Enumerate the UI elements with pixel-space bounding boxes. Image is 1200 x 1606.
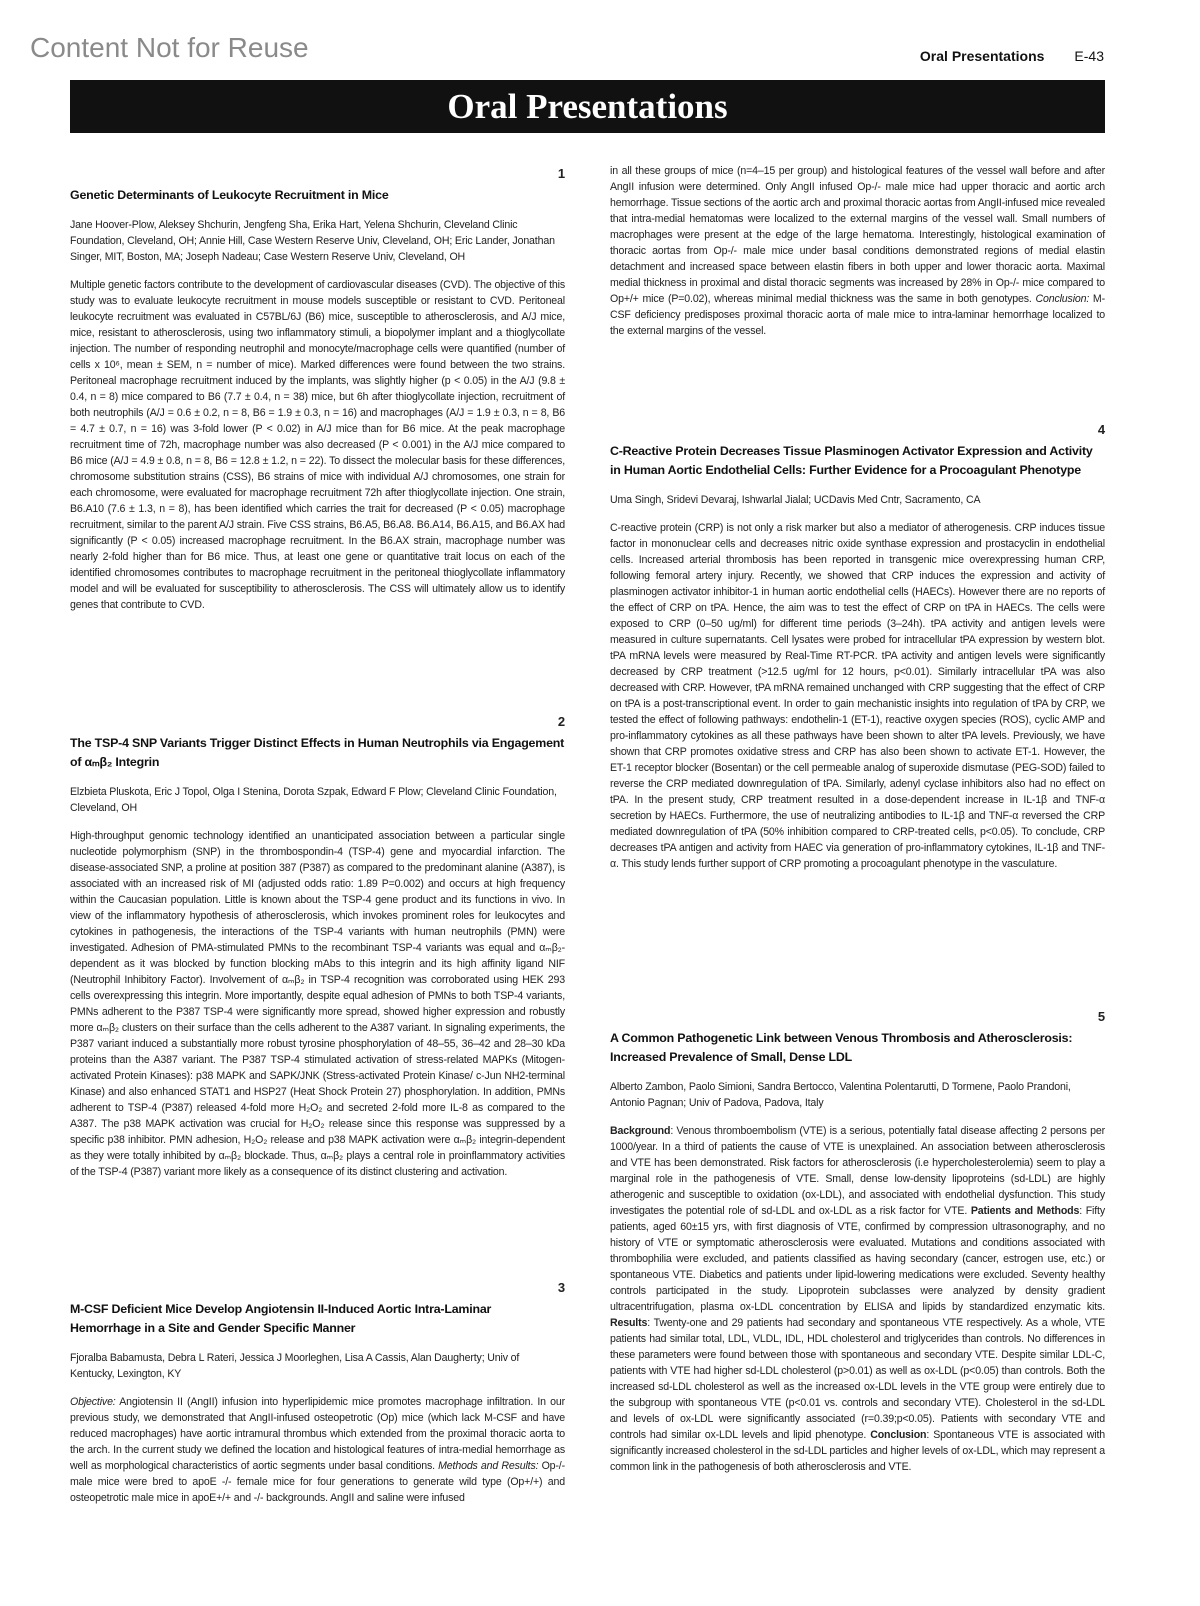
- label-objective: Objective:: [70, 1396, 116, 1408]
- body-text: : Spontaneous VTE is associated with significantly increased cholesterol in the sd-LDL particles and higher levels of ox-LDL, which may represent a common link in the pathogenesis of both atherosclerosis and VTE.: [610, 1429, 1105, 1473]
- abstract-body: C-reactive protein (CRP) is not only a risk marker but also a mediator of atherogenesis. CRP induces tissue factor in mononuclear cells and decreases nitric oxide synthase expression and prostacyclin in endothelial cells. Increased arterial thrombosis has been reported in transgenic mice overexpressing human CRP, following femoral artery injury. Recently, we showed that CRP induces the expression and activity of plasminogen activator inhibitor-1 in human aortic endothelial cells (HAECs). However there are no reports of the effect of CRP on tPA. Hence, the aim was to test the effect of CRP on tPA in HAECs. The cells were exposed to CRP (0–50 ug/ml) for different time periods (3–24h). tPA activity and antigen levels were measured in culture supernatants. Cell lysates were probed for intracellular tPA expression by western blot. tPA mRNA levels were measured by Real-Time RT-PCR. tPA activity and antigen levels were significantly decreased by CRP treatment (>12.5 ug/ml for 12 hours, p<0.01). Similarly intracellular tPA was also decreased with CRP. However, tPA mRNA remained unchanged with CRP suggesting that the effect of CRP on tPA is a post-transcriptional event. In order to gain mechanistic insights into regulation of tPA by CRP, we tested the effect of following pathways: endothelin-1 (ET-1), reactive oxygen species (ROS), cyclic AMP and pro-inflammatory cytokines as all these pathways have been shown to alter tPA levels. Previously, we have shown that CRP promotes oxidative stress and CRP has also been shown to activate ET-1. However, the ET-1 receptor blocker (Bosentan) or the cell permeable analog of superoxide dismutase (PEG-SOD) failed to reverse the CRP mediated downregulation of tPA. Similarly, adenyl cyclase inhibitors also had no effect on tPA. In the present study, CRP treatment resulted in a dose-dependent increase in IL-1β and TNF-α secretion by HAECs. Furthermore, the use of neutralizing antibodies to IL-1β and TNF-α reversed the CRP mediated downregulation of tPA (50% inhibition compared to CRP-treated cells, p<0.05). To conclude, CRP decreases tPA antigen and activity from HAEC via generation of pro-inflammatory cytokines, IL-1β and TNF-α. This study lends further support of CRP promoting a procoagulant phenotype in the vasculature.: [610, 522, 1106, 870]
- abstract-3: [70, 1280, 565, 1506]
- abstract-title: Genetic Determinants of Leukocyte Recruitment in Mice: [70, 188, 389, 202]
- abstract-number: 2: [557, 714, 565, 729]
- body-text: : Twenty-one and 29 patients had secondary and spontaneous VTE respectively. As a whole, VTE patients had similar total, LDL, VLDL, IDL, HDL cholesterol and triglycerides than controls. No differences in these parameters were found between those with spontaneous and secondary VTE. Despite similar LDL-C, patients with VTE had higher sd-LDL cholesterol (p>0.01) as well as ox-LDL (p<0.05) than controls. Both the increased sd-LDL cholesterol as well as the increased ox-LDL levels in the VTE group were entirely due to the subgroup with spontaneous VTE (p<0.01 vs. controls and secondary VTE). Cholesterol in the sd-LDL and levels of ox-LDL were significantly associated (r=0.39;p<0.05). Patients with secondary VTE and controls had similar ox-LDL levels and lipid phenotype.: [610, 1317, 1105, 1441]
- watermark: Content Not for Reuse: [30, 32, 309, 63]
- abstract-authors: Fjoralba Babamusta, Debra L Rateri, Jessica J Moorleghen, Lisa A Cassis, Alan Daugherty; Univ of Kentucky, Lexington, KY: [70, 1352, 520, 1380]
- abstract-number: 5: [1097, 1009, 1105, 1024]
- body-text: Angiotensin II (AngII) infusion into hyperlipidemic mice promotes macrophage infiltration. In our previous study, we demonstrated that AngII-infused osteopetrotic (Op) mice (which lack M-CSF and have reduced macrophages) have aortic intramural thrombus which extended from the proximal thoracic aorta to the arch. In the current study we defined the location and histological features of intra-medial hemorrhage as well as morphological characteristics of aortic segments under basal conditions.: [70, 1396, 565, 1472]
- label-background: Background: [610, 1125, 671, 1137]
- label-patients-methods: Patients and Methods: [970, 1205, 1080, 1217]
- abstract-title: M-CSF Deficient Mice Develop Angiotensin II-Induced Aortic Intra-Laminar Hemorrhage in a Site and Gender Specific Manner: [70, 1302, 492, 1335]
- abstract-title: A Common Pathogenetic Link between Venous Thrombosis and Atherosclerosis: Increased Prevalence of Small, Dense LDL: [610, 1031, 1073, 1064]
- abstract-number: 3: [557, 1280, 565, 1295]
- abstract-5: [610, 1009, 1105, 1475]
- label-conclusion: Conclusion: [870, 1429, 927, 1441]
- running-head-section: Oral Presentations: [919, 48, 1045, 64]
- body-text: : Venous thromboembolism (VTE) is a serious, potentially fatal disease affecting 2 persons per 1000/year. In a third of patients the cause of VTE is unexplained. An association between atherosclerosis and VTE has been demonstrated. Risk factors for atherosclerosis (i.e hypercholesterolemia) seem to play a marginal role in the pathogenesis of VTE. Small, dense low-density lipoproteins (sd-LDL) are highly atherogenic and susceptible to oxidation (ox-LDL), and associated with endothelial dysfunction. This study investigates the potential role of sd-LDL and ox-LDL as a risk factor for VTE.: [610, 1125, 1105, 1217]
- body-text: M-CSF deficiency predisposes proximal thoracic aorta of male mice to intra-laminar hemorrhage localized to the external margins of the vessel.: [610, 293, 1105, 337]
- body-text: Op-/- male mice were bred to apoE -/- female mice for four generations to generate wild type (Op+/+) and osteopetrotic male mice in apoE+/+ and -/- backgrounds. AngII and saline were infused: [70, 1460, 565, 1504]
- abstract-body: [610, 1123, 1105, 1475]
- running-head: [920, 48, 1104, 64]
- abstract-3-continued: [610, 163, 1105, 339]
- abstract-body: [70, 1394, 565, 1506]
- label-methods-results: Methods and Results:: [438, 1460, 539, 1472]
- page-number: E-43: [1074, 48, 1104, 64]
- abstract-authors: Jane Hoover-Plow, Aleksey Shchurin, Jengfeng Sha, Erika Hart, Yelena Shchurin, Cleveland Clinic Foundation, Cleveland, OH; Annie Hill, Case Western Reserve Univ, Cleveland, OH; Eric Lander, Jonathan Singer, MIT, Boston, MA; Joseph Nadeau; Case Western Reserve Univ, Cleveland, OH: [70, 219, 555, 263]
- abstract-body: High-throughput genomic technology identified an unanticipated association between a particular single nucleotide polymorphism (SNP) in the thrombospondin-4 (TSP-4) gene and myocardial infarction. The disease-associated SNP, a proline at position 387 (P387) as compared to the predominant alanine (A387), is associated with an increased risk of MI (adjusted odds ratio: 1.89 P=0.002) and occurs at high frequency within the Caucasian population. Little is known about the TSP-4 gene product and its functions in vivo. In view of the inflammatory hypothesis of atherosclerosis, which invokes prominent roles for leukocytes and cytokines in pathogenesis, the interactions of the TSP-4 variants with human neutrophils (PMN) were investigated. Adhesion of PMA-stimulated PMNs to the recombinant TSP-4 variants was equal and αₘβ₂-dependent as it was blocked by function blocking mAbs to this integrin and its high affinity ligand NIF (Neutrophil Inhibitory Factor). Involvement of αₘβ₂ in TSP-4 recognition was corroborated using HEK 293 cells overexpressing this integrin. More importantly, despite equal adhesion of PMNs to both TSP-4 variants, PMNs adherent to the P387 TSP-4 were significantly more spread, showed higher expression and robustly more αₘβ₂ clusters on their surface than the cells adherent to the A387 variant. In signaling experiments, the P387 variant induced a substantially more robust tyrosine phosphorylation of 48–55, 36–42 and 28–30 kDa proteins than the A387 variant. The P387 TSP-4 stimulated activation of stress-related MAPKs (Mitogen-activated Protein Kinases): p38 MAPK and SAPK/JNK (Stress-activated Protein Kinase/ c-Jun NH2-terminal Kinase) and also enhanced STAT1 and HSP27 (Heat Shock Protein 27) phosphorylation. In addition, PMNs adherent to TSP-4 (P387) released 4-fold more H₂O₂ and secreted 2-fold more IL-8 as compared to the A387. The p38 MAPK activation was crucial for H₂O₂ release since this response was suppressed by a specific p38 inhibitor. PMN adhesion, H₂O₂ release and p38 MAPK activation were αₘβ₂ integrin-dependent as they were totally inhibited by αₘβ₂ blockade. Thus, αₘβ₂ plays a central role in proinflammatory activities of the TSP-4 (P387) variant more likely as a consequence of its distinct clustering and activation.: [70, 830, 565, 1178]
- abstract-body: Multiple genetic factors contribute to the development of cardiovascular diseases (CVD). The objective of this study was to evaluate leukocyte recruitment in mouse models susceptible or resistant to CVD. Peritoneal leukocyte recruitment was evaluated in C57BL/6J (B6) mice, susceptible to atherosclerosis, and A/J mice, mice, resistant to atherosclerosis, using two inflammatory stimuli, a biopolymer implant and a thioglycollate injection. The number of responding neutrophil and monocyte/macrophage cells were quantified (number of cells x 10⁶, mean ± SEM, n = number of mice). Marked differences were found between the two strains. Peritoneal macrophage recruitment induced by the implants, was slightly higher (p < 0.05) in the A/J (9.8 ± 0.4, n = 8) mice compared to B6 (7.7 ± 0.4, n = 38) mice, but 6h after thioglycollate injection, recruitment of both neutrophils (A/J = 0.6 ± 0.2, n = 8, B6 = 1.9 ± 0.3, n = 16) and macrophages (A/J = 1.9 ± 0.3, n = 8, B6 = 4.7 ± 0.7, n = 16) was 3-fold lower (P < 0.02) in A/J mice than for B6 mice. At the peak macrophage recruitment time of 72h, macrophage number was also decreased (P < 0.001) in the A/J mice compared to B6 mice (A/J = 4.9 ± 0.8, n = 8, B6 = 12.8 ± 1.2, n = 22). To dissect the molecular basis for these differences, chromosome substitution strains (CSS), B6 strains of mice with individual A/J chromosomes, one strain for each chromosome, were evaluated for macrophage recruitment 72h after thioglycollate injection. One strain, B6.A10 (7.6 ± 1.3, n = 8), has been identified which carries the trait for decreased (P < 0.05) macrophage recruitment, similar to the parent A/J strain. Five CSS strains, B6.A5, B6.A8. B6.A14, B6.A15, and B6.AX had significantly (P < 0.05) increased macrophage recruitment. In the B6.AX strain, macrophage number was nearly 2-fold higher than for B6 mice. Thus, at least one gene or quantitative trait locus on each of the identified chromosomes contributes to macrophage recruitment in the peritoneal thioglycollate inflammatory model and will be evaluated for susceptibility to atherosclerosis. The CSS will ultimately allow us to identify genes that contribute to CVD.: [70, 279, 565, 611]
- abstract-authors: Elzbieta Pluskota, Eric J Topol, Olga I Stenina, Dorota Szpak, Edward F Plow; Cleveland Clinic Foundation, Cleveland, OH: [70, 786, 557, 814]
- abstract-number: 1: [557, 166, 565, 181]
- abstract-authors: Uma Singh, Sridevi Devaraj, Ishwarlal Jialal; UCDavis Med Cntr, Sacramento, CA: [610, 494, 981, 506]
- label-conclusion: Conclusion:: [1035, 293, 1090, 305]
- abstract-4: [610, 422, 1105, 872]
- abstract-2: [70, 714, 565, 1180]
- section-banner: Oral Presentations: [70, 80, 1105, 133]
- abstract-title: C-Reactive Protein Decreases Tissue Plasminogen Activator Expression and Activity in Human Aortic Endothelial Cells: Further Evidence for a Procoagulant Phenotype: [610, 444, 1093, 477]
- body-text: : Fifty patients, aged 60±15 yrs, with first diagnosis of VTE, confirmed by compression ultrasonography, and no history of VTE or symptomatic atherosclerosis were evaluated. Mutations and conditions associated with thrombophilia were excluded, and patients classified as having secondary (cancer, estrogen use, etc.) or spontaneous VTE. Diabetics and patients under lipid-lowering medications were excluded. Seventy healthy controls participated in the study. Lipoprotein subclasses were analyzed by density gradient ultracentrifugation, plasma ox-LDL concentration by ELISA and lipids by standardized enzymatic kits.: [610, 1205, 1105, 1313]
- abstract-authors: Alberto Zambon, Paolo Simioni, Sandra Bertocco, Valentina Polentarutti, D Tormene, Paolo Prandoni, Antonio Pagnan; Univ of Padova, Padova, Italy: [610, 1081, 1071, 1109]
- abstract-number: 4: [1097, 422, 1105, 437]
- label-results: Results: [610, 1317, 648, 1329]
- abstract-1: [70, 166, 565, 613]
- abstract-title: The TSP-4 SNP Variants Trigger Distinct Effects in Human Neutrophils via Engagement of αₘβ₂ Integrin: [70, 736, 565, 769]
- body-text: in all these groups of mice (n=4–15 per group) and histological features of the vessel wall before and after AngII infusion were determined. Only AngII infused Op-/- male mice had upper thoracic and aortic arch hemorrhage. Tissue sections of the aortic arch and proximal thoracic aortas from AngII-infused mice revealed that intra-medial hematomas were localized to the external margins of the vessel wall. Small numbers of macrophages were present at the edge of the large hematoma. Interestingly, histological examination of thoracic aortas from Op-/- male mice under basal conditions demonstrated regions of medial elastin detachment and increased space between elastin fibers in both upper and lower thoracic aorta. Maximal medial thickness in proximal and distal thoracic segments was increased by 28% in Op-/- mice compared to Op+/+ mice (P=0.02), whereas minimal medial thickness was the same in both genotypes.: [610, 165, 1105, 305]
